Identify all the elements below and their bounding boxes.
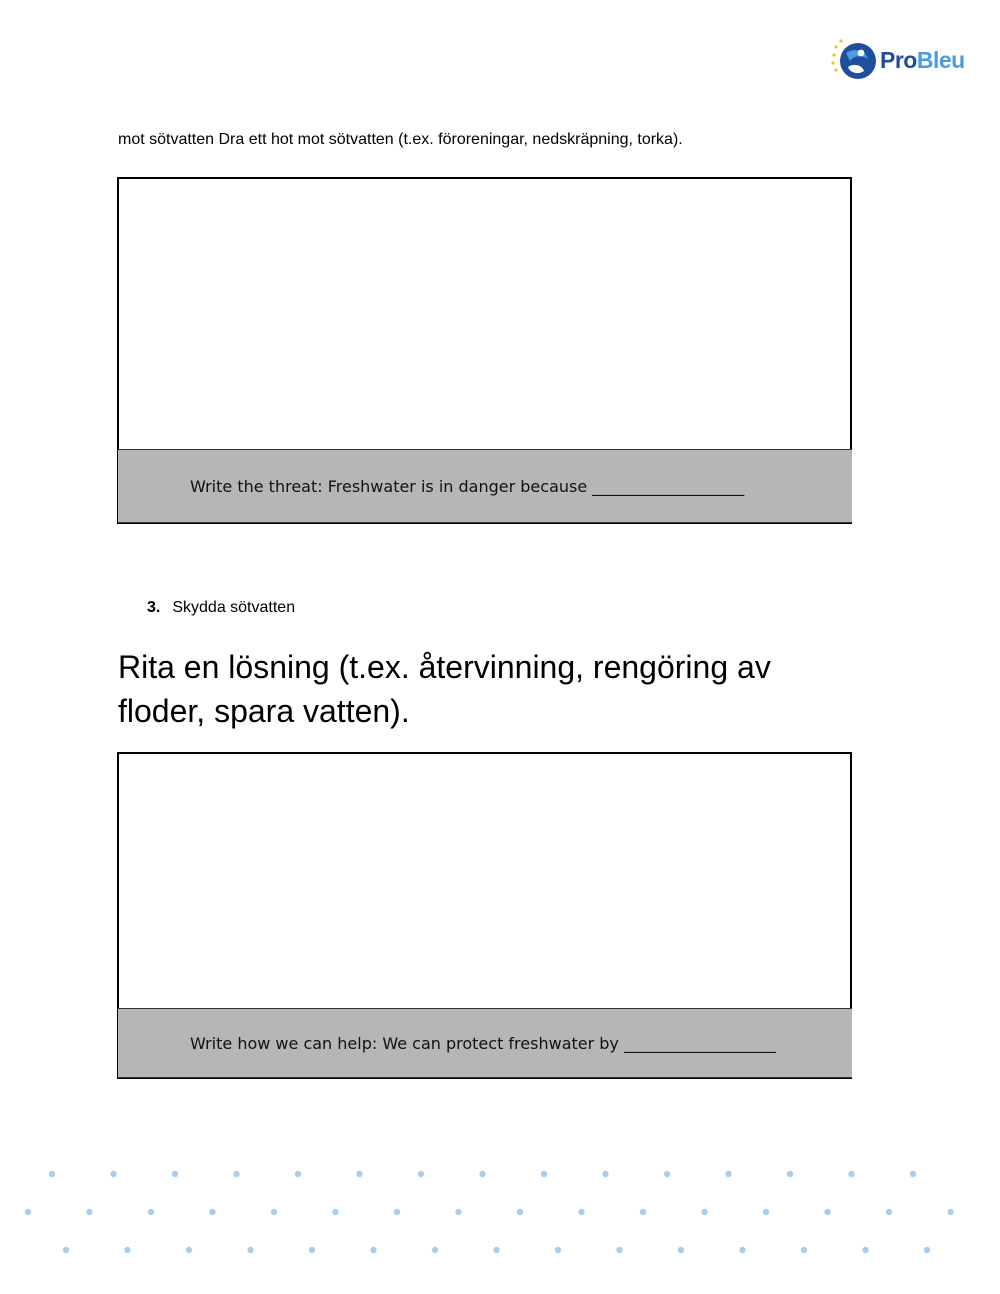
- decorative-dot: [541, 1171, 547, 1177]
- decorative-dot: [418, 1171, 424, 1177]
- decorative-dot: [787, 1171, 793, 1177]
- decorative-dot: [763, 1209, 769, 1215]
- solution-caption-text: Write how we can help: We can protect freshwater by ___________________: [190, 1033, 776, 1053]
- threat-drawing-area[interactable]: [117, 177, 852, 524]
- decorative-dot: [664, 1171, 670, 1177]
- decorative-dot: [233, 1171, 239, 1177]
- decorative-dot: [295, 1171, 301, 1177]
- solution-heading: Rita en lösning (t.ex. återvinning, rengöring av floder, spara vatten).: [118, 649, 771, 729]
- decorative-dot: [678, 1247, 684, 1253]
- decorative-dot: [356, 1171, 362, 1177]
- step-number: 3.: [147, 599, 161, 616]
- probleu-emblem-icon: [828, 37, 878, 83]
- intro-instruction: mot sötvatten Dra ett hot mot sötvatten (t.ex. föroreningar, nedskräpning, torka).: [118, 131, 683, 148]
- decorative-dot: [555, 1247, 561, 1253]
- step-label: Skydda sötvatten: [172, 599, 296, 616]
- decorative-dot: [725, 1171, 731, 1177]
- decorative-dot: [602, 1171, 608, 1177]
- decorative-dot: [947, 1209, 953, 1215]
- probleu-wordmark: ProBleu: [880, 46, 965, 73]
- solution-drawing-area[interactable]: [117, 752, 852, 1079]
- decorative-dot: [86, 1209, 92, 1215]
- decorative-dot: [924, 1247, 930, 1253]
- threat-caption: [118, 449, 852, 523]
- decorative-dot: [124, 1247, 130, 1253]
- decorative-dot: [455, 1209, 461, 1215]
- decorative-dot: [578, 1209, 584, 1215]
- threat-caption-text: Write the threat: Freshwater is in danger because ___________________: [190, 476, 745, 496]
- decorative-dot: [186, 1247, 192, 1253]
- decorative-dot: [739, 1247, 745, 1253]
- decorative-dot: [271, 1209, 277, 1215]
- decorative-dot-pattern: [0, 1150, 1000, 1294]
- decorative-dot: [801, 1247, 807, 1253]
- decorative-dot: [370, 1247, 376, 1253]
- decorative-dot: [172, 1171, 178, 1177]
- decorative-dot: [640, 1209, 646, 1215]
- decorative-dot: [862, 1247, 868, 1253]
- decorative-dot: [910, 1171, 916, 1177]
- decorative-dot: [824, 1209, 830, 1215]
- decorative-dot: [309, 1247, 315, 1253]
- decorative-dot: [49, 1171, 55, 1177]
- decorative-dot: [394, 1209, 400, 1215]
- decorative-dot: [479, 1171, 485, 1177]
- decorative-dot: [616, 1247, 622, 1253]
- decorative-dot: [110, 1171, 116, 1177]
- decorative-dot: [848, 1171, 854, 1177]
- decorative-dot: [701, 1209, 707, 1215]
- decorative-dot: [432, 1247, 438, 1253]
- decorative-dot: [332, 1209, 338, 1215]
- decorative-dot: [493, 1247, 499, 1253]
- decorative-dot: [25, 1209, 31, 1215]
- solution-caption: [118, 1008, 852, 1078]
- decorative-dot: [886, 1209, 892, 1215]
- decorative-dot: [148, 1209, 154, 1215]
- step-3: [147, 599, 295, 617]
- probleu-logo: [828, 36, 988, 84]
- decorative-dot: [63, 1247, 69, 1253]
- decorative-dot: [517, 1209, 523, 1215]
- decorative-dot: [209, 1209, 215, 1215]
- decorative-dot: [247, 1247, 253, 1253]
